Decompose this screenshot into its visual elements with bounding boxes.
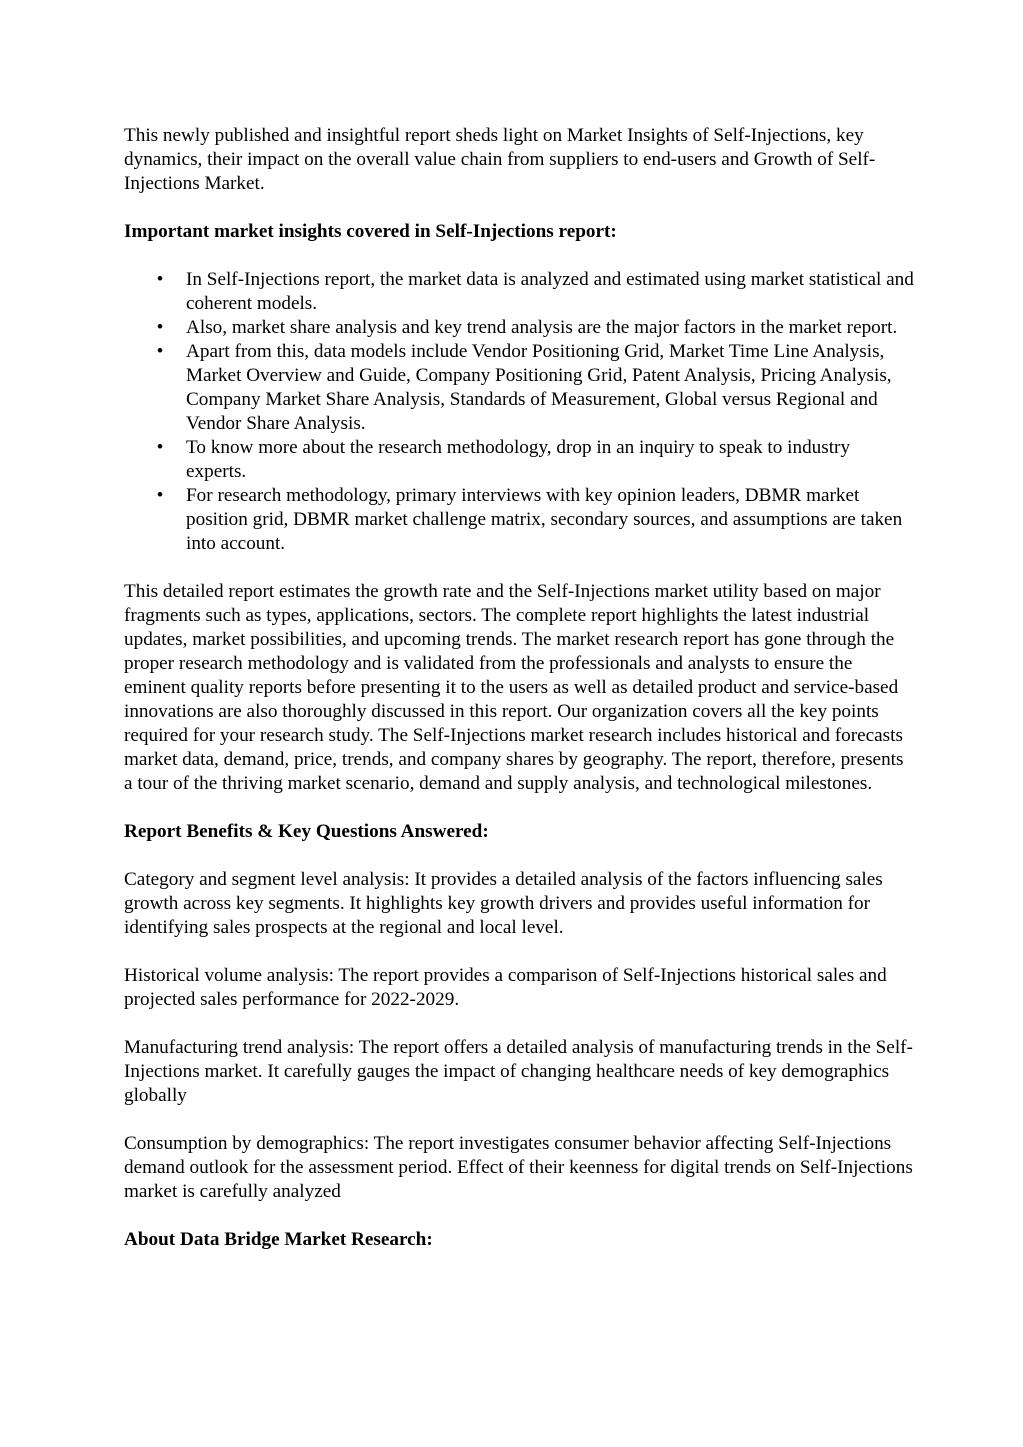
list-item bbox=[156, 340, 914, 436]
benefit-paragraph-manufacturing: Manufacturing trend analysis: The report offers a detailed analysis of manufacturing trends in the Self-Injections market. It carefully gauges the impact of changing healthcare needs of key demographics globally bbox=[124, 1037, 913, 1106]
document-page bbox=[124, 124, 914, 1276]
list-item bbox=[156, 268, 914, 316]
list-item-text: Apart from this, data models include Vendor Positioning Grid, Market Time Line Analysis, Market Overview and Guide, Company Positioning Grid, Patent Analysis, Pricing Analysis, Company Market Share Analysis, Standards of Measurement, Global versus Regional and Vendor Share Analysis. bbox=[186, 341, 892, 434]
detailed-paragraph: This detailed report estimates the growth rate and the Self-Injections market utility based on major fragments such as types, applications, sectors. The complete report highlights the latest industrial updates, market possibilities, and upcoming trends. The market research report has gone through the proper research methodology and is validated from the professionals and analysts to ensure the eminent quality reports before presenting it to the users as well as detailed product and service-based innovations are also thoroughly discussed in this report. Our organization covers all the key points required for your research study. The Self-Injections market research includes historical and forecasts market data, demand, price, trends, and company shares by geography. The report, therefore, presents a tour of the thriving market scenario, demand and supply analysis, and technological milestones. bbox=[124, 581, 904, 794]
bullet-icon: • bbox=[156, 437, 164, 458]
bullet-icon: • bbox=[156, 317, 164, 338]
insights-list bbox=[124, 268, 914, 556]
insights-heading: Important market insights covered in Self-Injections report: bbox=[124, 221, 617, 242]
bullet-icon: • bbox=[156, 269, 164, 290]
about-heading: About Data Bridge Market Research: bbox=[124, 1229, 433, 1250]
benefit-paragraph-category: Category and segment level analysis: It provides a detailed analysis of the factors influencing sales growth across key segments. It highlights key growth drivers and provides useful information for identifying sales prospects at the regional and local level. bbox=[124, 869, 883, 938]
benefits-heading: Report Benefits & Key Questions Answered: bbox=[124, 821, 489, 842]
intro-paragraph: This newly published and insightful report sheds light on Market Insights of Self-Injections, key dynamics, their impact on the overall value chain from suppliers to end-users and Growth of Self-Injections Market. bbox=[124, 125, 876, 194]
list-item-text: In Self-Injections report, the market data is analyzed and estimated using market statistical and coherent models. bbox=[186, 269, 914, 314]
list-item bbox=[156, 316, 914, 340]
list-item bbox=[156, 484, 914, 556]
list-item bbox=[156, 436, 914, 484]
list-item-text: Also, market share analysis and key trend analysis are the major factors in the market report. bbox=[186, 317, 898, 338]
bullet-icon: • bbox=[156, 485, 164, 506]
list-item-text: To know more about the research methodology, drop in an inquiry to speak to industry experts. bbox=[186, 437, 851, 482]
benefit-paragraph-consumption: Consumption by demographics: The report investigates consumer behavior affecting Self-Injections demand outlook for the assessment period. Effect of their keenness for digital trends on Self-Injections market is carefully analyzed bbox=[124, 1133, 913, 1202]
benefit-paragraph-historical: Historical volume analysis: The report provides a comparison of Self-Injections historical sales and projected sales performance for 2022-2029. bbox=[124, 965, 887, 1010]
bullet-icon: • bbox=[156, 341, 164, 362]
list-item-text: For research methodology, primary interviews with key opinion leaders, DBMR market position grid, DBMR market challenge matrix, secondary sources, and assumptions are taken into account. bbox=[186, 485, 903, 554]
